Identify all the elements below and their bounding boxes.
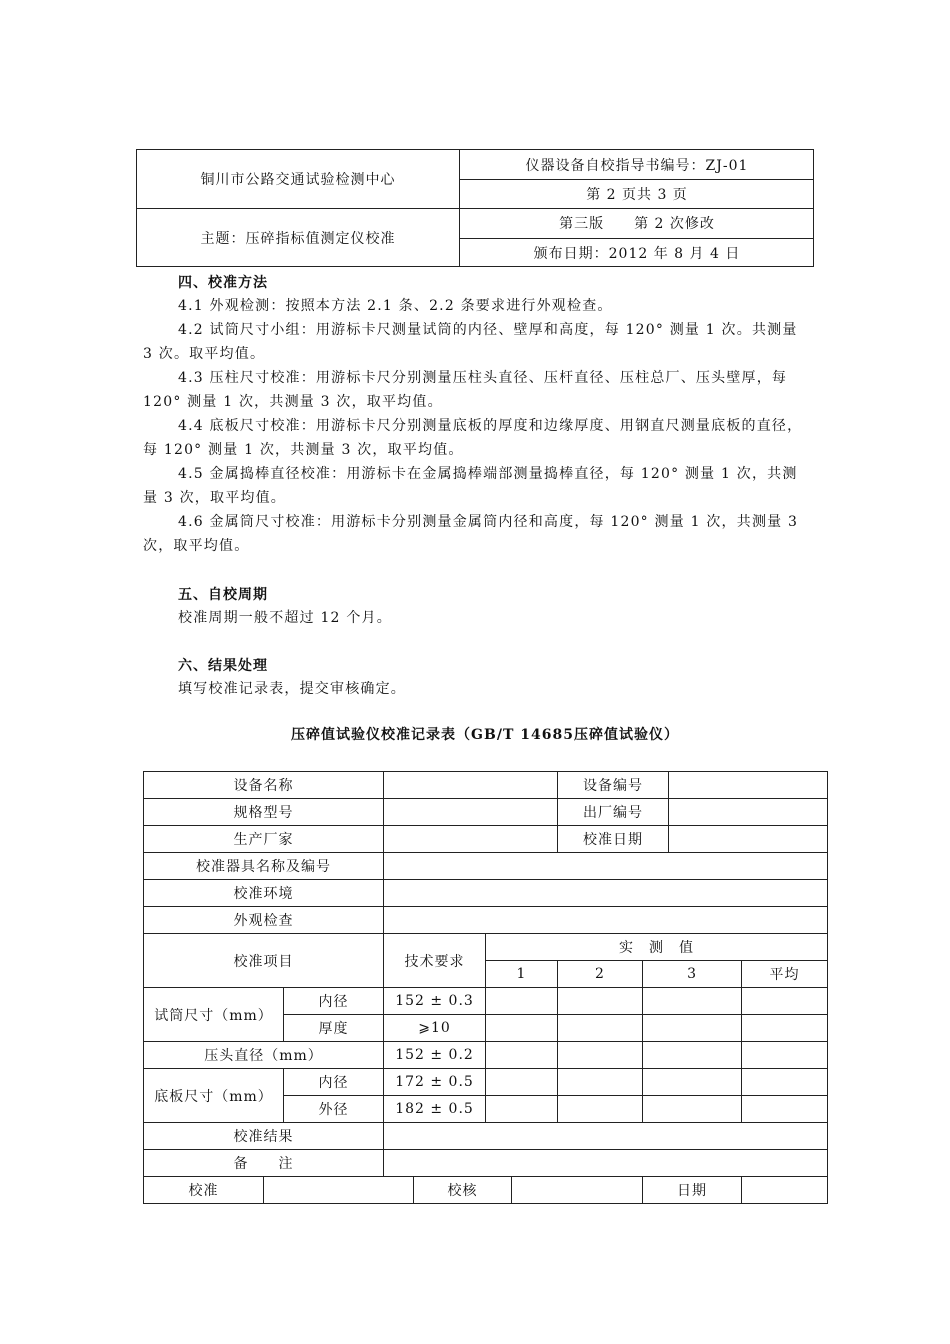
calibrator-label: 校准 [144,1177,264,1204]
release-date: 颁布日期：2012 年 8 月 4 日 [533,246,741,262]
measure-cell[interactable] [742,1015,828,1042]
table-row [144,880,828,907]
document-number: 仪器设备自校指导书编号：ZJ-01 [525,157,749,174]
tools-value[interactable] [384,853,828,880]
equip-no-label: 设备编号 [558,772,669,799]
measure-cell[interactable] [558,1096,643,1123]
appearance-label: 外观检查 [144,907,384,934]
measure-col-average: 平均 [742,961,828,988]
base-size-label: 底板尺寸（mm） [144,1069,284,1123]
requirement-header: 技术要求 [384,934,486,988]
table-row [144,1123,828,1150]
section-4-title: 四、校准方法 [178,275,268,291]
section-4-item-1: 4.1 外观检测：按照本方法 2.1 条、2.2 条要求进行外观检查。 [178,298,613,314]
page-indicator: 第 2 页共 3 页 [586,186,688,203]
record-table-title: 压碎值试验仪校准记录表（GB/T 14685压碎值试验仪） [291,727,679,743]
equip-no-value[interactable] [669,772,828,799]
model-value[interactable] [384,799,558,826]
section-4-item-5: 4.5 金属捣棒直径校准：用游标卡在金属捣棒端部测量捣棒直径，每 120° 测量 1 次，共测量 3 次，取平均值。 [143,466,798,506]
tube-inner-requirement: 152 ± 0.3 [384,988,486,1015]
remark-value[interactable] [384,1150,828,1177]
edition: 第三版 第 2 次修改 [559,216,715,232]
result-value[interactable] [384,1123,828,1150]
factory-no-label: 出厂编号 [558,799,669,826]
section-5-text: 校准周期一般不超过 12 个月。 [178,610,392,626]
table-row [144,826,828,853]
maker-label: 生产厂家 [144,826,384,853]
measure-cell[interactable] [643,1069,742,1096]
measure-col-3: 3 [643,961,742,988]
table-row [144,1150,828,1177]
measure-cell[interactable] [643,988,742,1015]
tube-thickness-label: 厚度 [284,1015,384,1042]
checker-value[interactable] [512,1177,643,1204]
date-label: 日期 [643,1177,742,1204]
table-row [144,772,828,799]
table-row [144,853,828,880]
env-label: 校准环境 [144,880,384,907]
checker-label: 校核 [414,1177,512,1204]
section-6-text: 填写校准记录表，提交审核确定。 [178,681,406,697]
section-4-item-4: 4.4 底板尺寸校准：用游标卡尺分别测量底板的厚度和边缘厚度、用钢直尺测量底板的直径，每 120° 测量 1 次，共测量 3 次，取平均值。 [143,418,803,458]
head-diameter-label: 压头直径（mm） [144,1042,384,1069]
measure-cell[interactable] [558,1015,643,1042]
factory-no-value[interactable] [669,799,828,826]
table-row [144,799,828,826]
maker-value[interactable] [384,826,558,853]
equip-name-value[interactable] [384,772,558,799]
measure-cell[interactable] [486,1042,558,1069]
measure-cell[interactable] [643,1042,742,1069]
calibrator-value[interactable] [264,1177,414,1204]
section-4-item-2: 4.2 试筒尺寸小组：用游标卡尺测量试筒的内径、壁厚和高度，每 120° 测量 1 次。共测量 3 次。取平均值。 [143,322,798,362]
equip-name-label: 设备名称 [144,772,384,799]
measure-cell[interactable] [742,1042,828,1069]
measured-header: 实 测 值 [486,934,828,961]
base-outer-label: 外径 [284,1096,384,1123]
measure-col-2: 2 [558,961,643,988]
measure-cell[interactable] [486,1069,558,1096]
measure-cell[interactable] [558,1069,643,1096]
env-value[interactable] [384,880,828,907]
base-outer-requirement: 182 ± 0.5 [384,1096,486,1123]
section-5-title: 五、自校周期 [178,587,268,603]
cal-date-label: 校准日期 [558,826,669,853]
measure-cell[interactable] [643,1015,742,1042]
section-6-title: 六、结果处理 [178,658,268,674]
tube-size-label: 试筒尺寸（mm） [144,988,284,1042]
subject: 主题：压碎指标值测定仪校准 [200,231,396,247]
model-label: 规格型号 [144,799,384,826]
measure-cell[interactable] [558,988,643,1015]
measure-cell[interactable] [742,1069,828,1096]
table-row [144,907,828,934]
measure-cell[interactable] [486,988,558,1015]
measure-cell[interactable] [486,1015,558,1042]
measure-col-1: 1 [486,961,558,988]
section-4-item-6: 4.6 金属筒尺寸校准：用游标卡分别测量金属筒内径和高度，每 120° 测量 1 次，共测量 3 次，取平均值。 [143,514,799,554]
measure-cell[interactable] [742,1096,828,1123]
base-inner-requirement: 172 ± 0.5 [384,1069,486,1096]
header-table [136,149,814,267]
date-value[interactable] [742,1177,828,1204]
measure-cell[interactable] [742,988,828,1015]
table-row [144,1177,828,1204]
section-4-item-3: 4.3 压柱尺寸校准：用游标卡尺分别测量压柱头直径、压杆直径、压柱总厂、压头壁厚，每 120° 测量 1 次，共测量 3 次，取平均值。 [143,370,788,410]
calibration-record-table [143,771,828,1204]
table-row [144,988,828,1015]
base-inner-label: 内径 [284,1069,384,1096]
appearance-value[interactable] [384,907,828,934]
table-row [144,1042,828,1069]
measure-cell[interactable] [643,1096,742,1123]
remark-label: 备 注 [144,1150,384,1177]
result-label: 校准结果 [144,1123,384,1150]
cal-date-value[interactable] [669,826,828,853]
item-header: 校准项目 [144,934,384,988]
tools-label: 校准器具名称及编号 [144,853,384,880]
table-row [144,934,828,961]
measure-cell[interactable] [486,1096,558,1123]
head-diameter-requirement: 152 ± 0.2 [384,1042,486,1069]
table-row [144,1069,828,1096]
tube-inner-label: 内径 [284,988,384,1015]
measure-cell[interactable] [558,1042,643,1069]
tube-thickness-requirement: ⩾10 [384,1015,486,1042]
org-name: 铜川市公路交通试验检测中心 [200,172,396,188]
